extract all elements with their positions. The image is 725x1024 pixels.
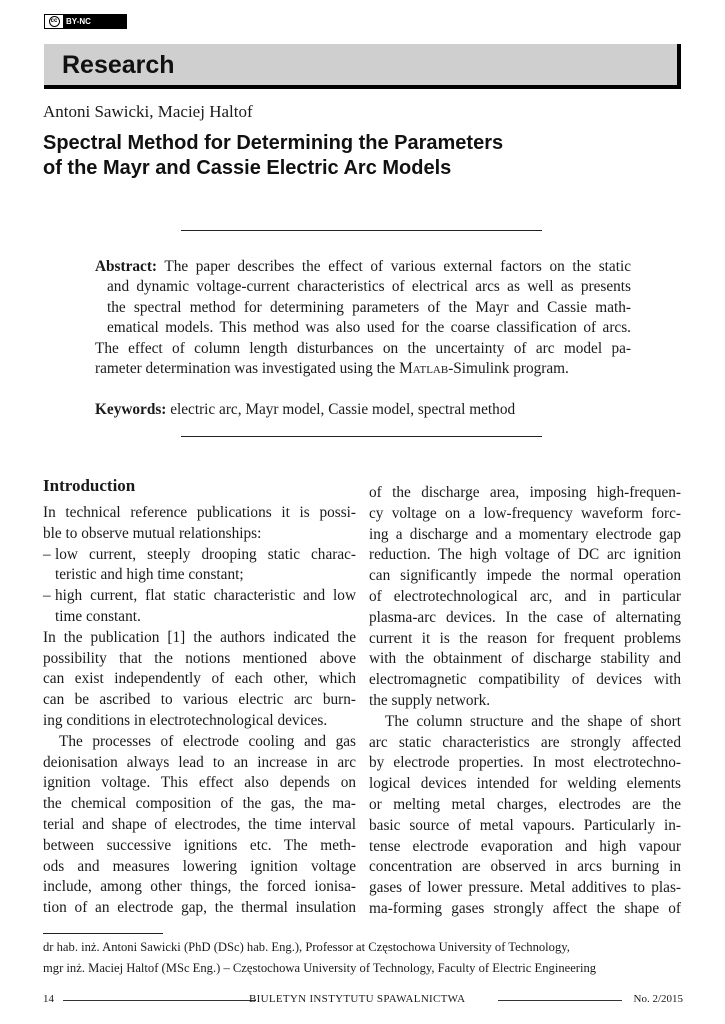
abstract-label: Abstract:	[95, 258, 158, 275]
text-line: plasma-arc devices. In the case of alternating	[369, 608, 681, 626]
footnote-rule	[43, 933, 163, 934]
license-label: BY-NC	[66, 17, 91, 26]
page-number: 14	[43, 993, 54, 1005]
text-line: the chemical composition of the gas, the ma-	[43, 795, 356, 813]
abstract-line: ematical models. This method was also used for the coarse classification of arcs.	[107, 319, 631, 337]
section-title: Research	[62, 51, 175, 79]
text-line: teristic and high time constant;	[55, 566, 244, 584]
text-line: reduction. The high voltage of DC arc ignition	[369, 546, 681, 564]
title-line: Spectral Method for Determining the Parameters	[43, 132, 504, 154]
text-line: terial and shape of electrodes, the time interval	[43, 815, 356, 833]
text-line: can exist independently of each other, which	[43, 670, 356, 688]
text-line: of the discharge area, imposing high-frequen-	[369, 484, 681, 501]
text-line: tense electrode evaporation and high vapour	[369, 837, 681, 855]
abstract-top-rule	[181, 230, 542, 231]
page-footer	[43, 993, 683, 1007]
text-line: In technical reference publications it is possi-	[43, 504, 356, 521]
footnote: dr hab. inż. Antoni Sawicki (PhD (DSc) hab. Eng.), Professor at Częstochowa University of Technology,	[43, 940, 570, 954]
text-line: ignition voltage. This effect also depends on	[43, 774, 356, 792]
text-line: gases of lower pressure. Metal additives to plas-	[369, 879, 681, 897]
text-line: cy voltage on a low-frequency waveform forc-	[369, 504, 681, 522]
abstract-line: The effect of column length disturbances on the uncertainty of arc model pa-	[95, 339, 631, 357]
bullet-dash: –	[43, 545, 51, 563]
footer-rule-right	[498, 1000, 622, 1001]
text-line: – low current, steeply drooping static charac-	[43, 545, 356, 566]
text-line: between successive ignitions etc. The meth-	[43, 836, 356, 854]
keywords	[95, 401, 515, 419]
program-name: Matlab	[399, 360, 449, 378]
abstract-line: rameter determination was investigated using the Matlab-Simulink program.	[95, 360, 569, 378]
text-line: time constant.	[55, 607, 141, 625]
text-line: ods and measures lowering ignition voltage	[43, 857, 356, 875]
text-line: of electrotechnological arc, and in particular	[369, 587, 681, 605]
text-line: ing conditions in electrotechnological devices.	[43, 711, 328, 729]
text-line: concentration are observed in arcs burning in	[369, 858, 681, 876]
keywords-text: electric arc, Mayr model, Cassie model, spectral method	[166, 401, 516, 418]
text-line: The processes of electrode cooling and gas	[59, 732, 356, 750]
text-line: with the obtainment of discharge stability and	[369, 650, 681, 668]
text-line: by electrode properties. In most electrotechno-	[369, 754, 681, 772]
text-line: basic source of metal vapours. Particularly in-	[369, 816, 681, 834]
left-column	[43, 503, 356, 919]
text-line: The column structure and the shape of short	[385, 712, 681, 730]
journal-name: BIULETYN INSTYTUTU SPAWALNICTWA	[249, 993, 466, 1005]
footnote: mgr inż. Maciej Haltof (MSc Eng.) – Częstochowa University of Technology, Faculty of Electric Engineering	[43, 961, 597, 975]
abstract-bottom-rule	[181, 436, 542, 437]
text-line: can be ascribed to various electric arc burn-	[43, 691, 356, 709]
text-line: include, among other things, the forced ionisa-	[43, 878, 356, 896]
title-line: of the Mayr and Cassie Electric Arc Models	[43, 157, 452, 179]
authors: Antoni Sawicki, Maciej Haltof	[43, 102, 253, 121]
section-heading: Introduction	[43, 476, 136, 495]
text-line: the supply network.	[369, 691, 491, 709]
text-line: – high current, flat static characteristic and low	[43, 586, 356, 607]
text-line: logical devices intended for welding elements	[369, 775, 681, 793]
text-line: In the publication [1] the authors indicated the	[43, 628, 356, 646]
text-line: deionisation always lead to an increase in arc	[43, 753, 356, 771]
abstract-line: the spectral method for determining parameters of the Mayr and Cassie math-	[107, 298, 631, 316]
text-line: ing a discharge and a momentary electrode gap	[369, 525, 681, 543]
text-line: possibility that the notions mentioned above	[43, 649, 356, 667]
cc-license-badge	[44, 14, 127, 29]
right-column	[369, 483, 681, 920]
abstract-line: and dynamic voltage-current characteristics of electrical arcs as well as presents	[107, 278, 631, 296]
text-line: ma-forming gases strongly affect the shape of	[369, 899, 681, 917]
abstract	[95, 257, 631, 379]
text-line: electromagnetic compatibility of devices with	[369, 671, 681, 689]
text-line: or melting metal charges, electrodes are the	[369, 795, 681, 813]
section-banner	[44, 44, 681, 89]
paper-title	[43, 131, 683, 181]
text-line: ble to observe mutual relationships:	[43, 524, 262, 542]
keywords-label: Keywords:	[95, 401, 167, 418]
text-line: tion of an electrode gap, the thermal insulation	[43, 899, 356, 917]
footer-rule-left	[63, 1000, 256, 1001]
cc-icon: cc	[45, 15, 63, 28]
text-line: current it is the reason for frequent problems	[369, 629, 681, 647]
text-line: arc static characteristics are strongly affected	[369, 733, 681, 751]
bullet-dash: –	[43, 587, 51, 605]
issue-number: No. 2/2015	[633, 993, 683, 1005]
abstract-line: Abstract: The paper describes the effect of various external factors on the static	[95, 258, 631, 275]
text-line: can significantly impede the normal operation	[369, 567, 681, 585]
